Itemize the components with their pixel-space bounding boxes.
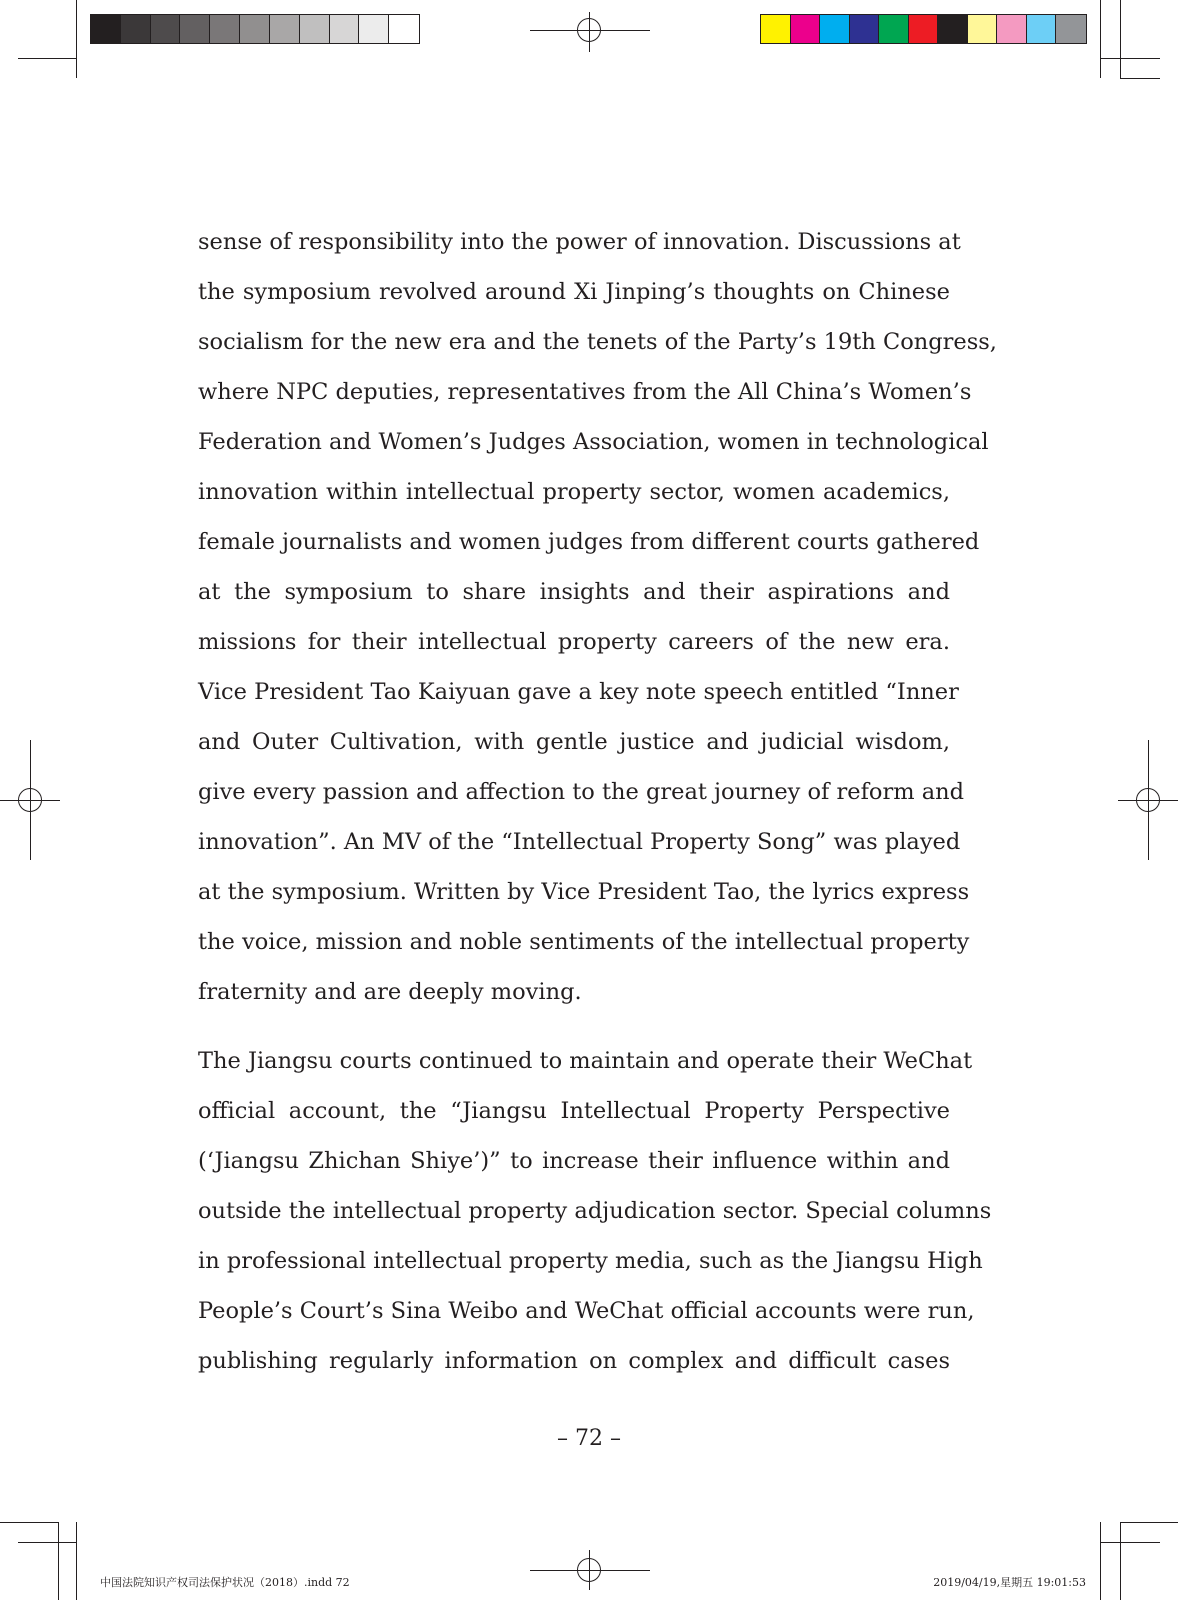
text-line: innovation”. An MV of the “Intellectual Property Song” was played	[198, 829, 961, 855]
color-swatch	[879, 15, 909, 43]
text-line: where NPC deputies, representatives from the All China’s Women’s	[198, 379, 972, 405]
color-swatch	[240, 15, 270, 43]
color-swatch	[121, 15, 151, 43]
color-swatch	[820, 15, 850, 43]
registration-circle	[577, 1558, 601, 1582]
process-color-bar	[760, 14, 1087, 44]
color-swatch	[151, 15, 181, 43]
color-swatch	[330, 15, 360, 43]
crop-mark	[1100, 58, 1160, 59]
text-line: Federation and Women’s Judges Association, women in technological	[198, 429, 989, 455]
color-swatch	[791, 15, 821, 43]
color-swatch	[389, 15, 419, 43]
color-swatch	[938, 15, 968, 43]
text-line: publishing regularly information on complex and difficult cases	[198, 1348, 950, 1374]
text-line: socialism for the new era and the tenets of the Party’s 19th Congress,	[198, 329, 997, 355]
text-line: innovation within intellectual property sector, women academics,	[198, 479, 950, 505]
text-line: female journalists and women judges from different courts gathered	[198, 529, 980, 555]
color-swatch	[997, 15, 1027, 43]
slug-timestamp: 2019/04/19,星期五 19:01:53	[933, 1576, 1086, 1589]
registration-circle	[1136, 788, 1160, 812]
crop-mark	[1100, 1542, 1160, 1543]
slug-filename: 中国法院知识产权司法保护状况（2018）.indd 72	[100, 1576, 350, 1589]
color-swatch	[210, 15, 240, 43]
color-swatch	[968, 15, 998, 43]
crop-mark	[1120, 0, 1121, 78]
registration-circle	[577, 18, 601, 42]
page-number: – 72 –	[557, 1426, 621, 1451]
text-line: Vice President Tao Kaiyuan gave a key note speech entitled “Inner	[198, 679, 959, 705]
crop-mark	[1120, 78, 1160, 79]
body-paragraph-2	[198, 1036, 992, 1386]
crop-mark	[1100, 0, 1101, 78]
crop-mark	[76, 0, 77, 78]
crop-mark	[1120, 1522, 1178, 1523]
color-swatch	[1027, 15, 1057, 43]
text-line: official account, the “Jiangsu Intellectual Property Perspective	[198, 1098, 950, 1124]
color-swatch	[761, 15, 791, 43]
text-line: sense of responsibility into the power of innovation. Discussions at	[198, 229, 961, 255]
text-line: and Outer Cultivation, with gentle justice and judicial wisdom,	[198, 729, 950, 755]
color-swatch	[909, 15, 939, 43]
color-swatch	[850, 15, 880, 43]
text-line: in professional intellectual property media, such as the Jiangsu High	[198, 1248, 983, 1274]
body-paragraph-1	[198, 217, 997, 1017]
crop-mark	[58, 1522, 59, 1600]
registration-circle	[18, 788, 42, 812]
text-line: missions for their intellectual property careers of the new era.	[198, 629, 950, 655]
text-line: the symposium revolved around Xi Jinping’s thoughts on Chinese	[198, 279, 950, 305]
text-line: outside the intellectual property adjudication sector. Special columns	[198, 1198, 992, 1224]
crop-mark	[1120, 1522, 1121, 1600]
text-line: (‘Jiangsu Zhichan Shiye’)” to increase their influence within and	[198, 1148, 950, 1174]
grayscale-color-bar	[90, 14, 420, 44]
crop-mark	[18, 58, 76, 59]
text-line: at the symposium to share insights and their aspirations and	[198, 579, 950, 605]
color-swatch	[270, 15, 300, 43]
text-line: give every passion and affection to the great journey of reform and	[198, 779, 965, 805]
crop-mark	[1100, 1522, 1101, 1600]
color-swatch	[180, 15, 210, 43]
text-line: fraternity and are deeply moving.	[198, 979, 582, 1005]
text-line: the voice, mission and noble sentiments of the intellectual property	[198, 929, 970, 955]
crop-mark	[0, 1522, 58, 1523]
text-line: at the symposium. Written by Vice President Tao, the lyrics express	[198, 879, 970, 905]
color-swatch	[1056, 15, 1086, 43]
text-line: The Jiangsu courts continued to maintain and operate their WeChat	[198, 1048, 973, 1074]
crop-mark	[18, 1542, 76, 1543]
color-swatch	[300, 15, 330, 43]
crop-mark	[76, 1522, 77, 1600]
color-swatch	[91, 15, 121, 43]
color-swatch	[359, 15, 389, 43]
text-line: People’s Court’s Sina Weibo and WeChat official accounts were run,	[198, 1298, 975, 1324]
